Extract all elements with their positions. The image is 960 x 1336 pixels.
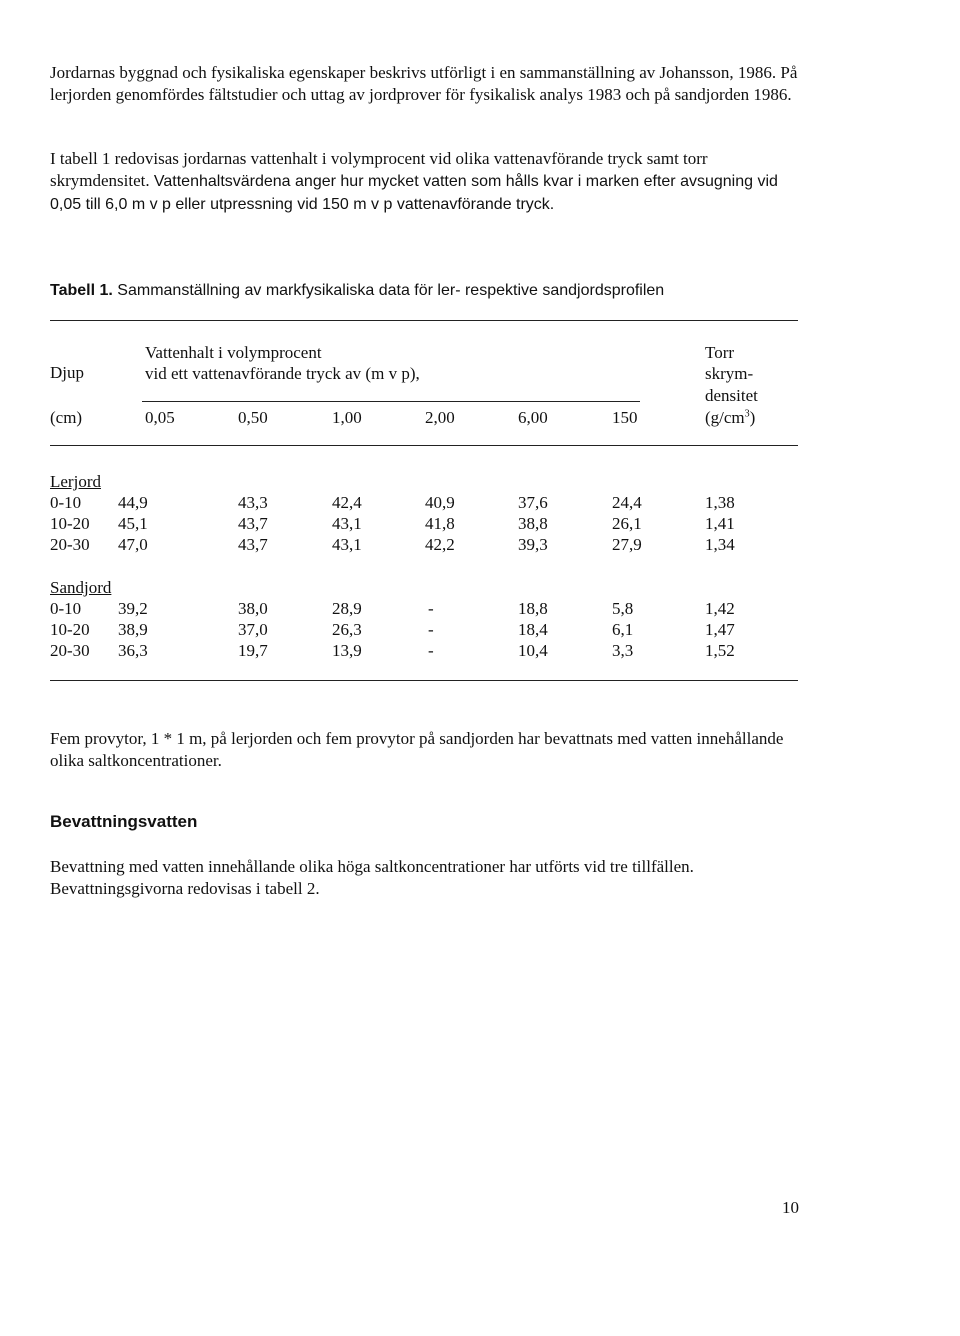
table-cell: 41,8 bbox=[425, 514, 455, 533]
table-cell: 43,7 bbox=[238, 514, 268, 533]
header-vattenhalt-line1: Vattenhalt i volymprocent bbox=[145, 343, 322, 362]
table-cell: 45,1 bbox=[118, 514, 148, 533]
table-cell: 1,52 bbox=[705, 641, 735, 660]
header-pressure: 0,50 bbox=[238, 408, 268, 427]
table-cell: 43,7 bbox=[238, 535, 268, 554]
bevattning-paragraph: Bevattning med vatten innehållande olika höga saltkoncentrationer har utförts vid tre tillfällen. Bevattningsgivorna redovisas i tabell 2. bbox=[50, 857, 694, 898]
table-cell: 27,9 bbox=[612, 535, 642, 554]
table-intro-sentence-2: Vattenhaltsvärdena anger hur mycket vatten som hålls kvar i marken efter avsugning vid 0,05 till 6,0 m v p eller utpressning vid 150 m v p vattenavförande tryck. bbox=[50, 173, 778, 213]
header-torr-unit-pre: (g/cm bbox=[705, 408, 745, 427]
row-depth: 20-30 bbox=[50, 535, 90, 554]
row-depth: 0-10 bbox=[50, 599, 82, 618]
table-caption-text: Sammanställning av markfysikaliska data för ler- respektive sandjordsprofilen bbox=[117, 282, 665, 299]
header-torr-unit-post: ) bbox=[749, 408, 756, 427]
table-cell: 1,38 bbox=[705, 493, 735, 512]
table-cell: 40,9 bbox=[425, 493, 455, 512]
table-cell: 43,1 bbox=[332, 535, 362, 554]
table-cell: 39,2 bbox=[118, 599, 148, 618]
table-cell: 36,3 bbox=[118, 641, 148, 660]
table-cell: 1,41 bbox=[705, 514, 735, 533]
intro-paragraph: Jordarnas byggnad och fysikaliska egenskaper beskrivs utförligt i en sammanställning av Johansson, 1986. På lerjorden genomfördes fältstudier och uttag av jordprover för fysikalisk analys 1983 och på sandjorden 1986. bbox=[50, 63, 798, 104]
table-cell: 42,4 bbox=[332, 493, 362, 512]
table-cell: 47,0 bbox=[118, 535, 148, 554]
header-torr-line2: skrym- bbox=[705, 364, 754, 383]
header-torr-line1: Torr bbox=[705, 343, 735, 362]
table-cell: 6,1 bbox=[612, 620, 634, 639]
table-cell: 19,7 bbox=[238, 641, 268, 660]
page-number: 10 bbox=[782, 1198, 799, 1217]
table-cell: 26,3 bbox=[332, 620, 362, 639]
table-cell: 1,47 bbox=[705, 620, 735, 639]
table-cell: 38,9 bbox=[118, 620, 148, 639]
row-depth: 10-20 bbox=[50, 620, 90, 639]
table-cell: 37,0 bbox=[238, 620, 268, 639]
header-cm: (cm) bbox=[50, 408, 83, 427]
table-cell: 38,8 bbox=[518, 514, 548, 533]
row-depth: 0-10 bbox=[50, 493, 82, 512]
header-pressure: 2,00 bbox=[425, 408, 455, 427]
table-top-rule bbox=[50, 320, 798, 321]
group-label: Lerjord bbox=[50, 472, 101, 491]
table-cell: 5,8 bbox=[612, 599, 634, 618]
table-cell: 24,4 bbox=[612, 493, 642, 512]
table-cell: 28,9 bbox=[332, 599, 362, 618]
table-cell: 43,3 bbox=[238, 493, 268, 512]
table-intro-paragraph bbox=[50, 148, 802, 216]
table-header-rule bbox=[50, 445, 798, 446]
table-cell: 18,4 bbox=[518, 620, 548, 639]
table-caption bbox=[50, 280, 810, 302]
table-cell: - bbox=[428, 641, 434, 660]
table-cell: 3,3 bbox=[612, 641, 634, 660]
header-pressure: 1,00 bbox=[332, 408, 362, 427]
table-cell: 10,4 bbox=[518, 641, 548, 660]
header-sub-rule bbox=[142, 401, 640, 402]
row-depth: 20-30 bbox=[50, 641, 90, 660]
table-cell: 26,1 bbox=[612, 514, 642, 533]
header-pressure: 150 bbox=[612, 408, 638, 427]
table-cell: 43,1 bbox=[332, 514, 362, 533]
header-torr-unit bbox=[705, 408, 755, 428]
section-heading: Bevattningsvatten bbox=[50, 812, 198, 831]
table-cell: 42,2 bbox=[425, 535, 455, 554]
table-bottom-rule bbox=[50, 680, 798, 681]
header-pressure: 0,05 bbox=[145, 408, 175, 427]
table-cell: 13,9 bbox=[332, 641, 362, 660]
table-cell: 44,9 bbox=[118, 493, 148, 512]
header-torr-line3: densitet bbox=[705, 386, 758, 405]
table-cell: - bbox=[428, 620, 434, 639]
provytor-paragraph: Fem provytor, 1 * 1 m, på lerjorden och fem provytor på sandjorden har bevattnats med vatten innehållande olika saltkoncentrationer. bbox=[50, 729, 784, 770]
table-cell: 1,42 bbox=[705, 599, 735, 618]
header-pressure: 6,00 bbox=[518, 408, 548, 427]
header-vattenhalt-line2: vid ett vattenavförande tryck av (m v p), bbox=[145, 364, 420, 383]
table-caption-label: Tabell 1. bbox=[50, 282, 113, 299]
table-intro-sentence-1: I tabell 1 redovisas jordarnas vattenhalt i volymprocent vid olika vattenavförande tryck samt torr skrymdensitet. bbox=[50, 149, 708, 190]
table-cell: 18,8 bbox=[518, 599, 548, 618]
row-depth: 10-20 bbox=[50, 514, 90, 533]
table-cell: 37,6 bbox=[518, 493, 548, 512]
table-cell: 38,0 bbox=[238, 599, 268, 618]
header-torr-unit-sup: 3 bbox=[744, 408, 750, 420]
table-cell: - bbox=[428, 599, 434, 618]
group-label: Sandjord bbox=[50, 578, 112, 597]
table-cell: 1,34 bbox=[705, 535, 735, 554]
table-cell: 39,3 bbox=[518, 535, 548, 554]
header-djup: Djup bbox=[50, 363, 84, 382]
